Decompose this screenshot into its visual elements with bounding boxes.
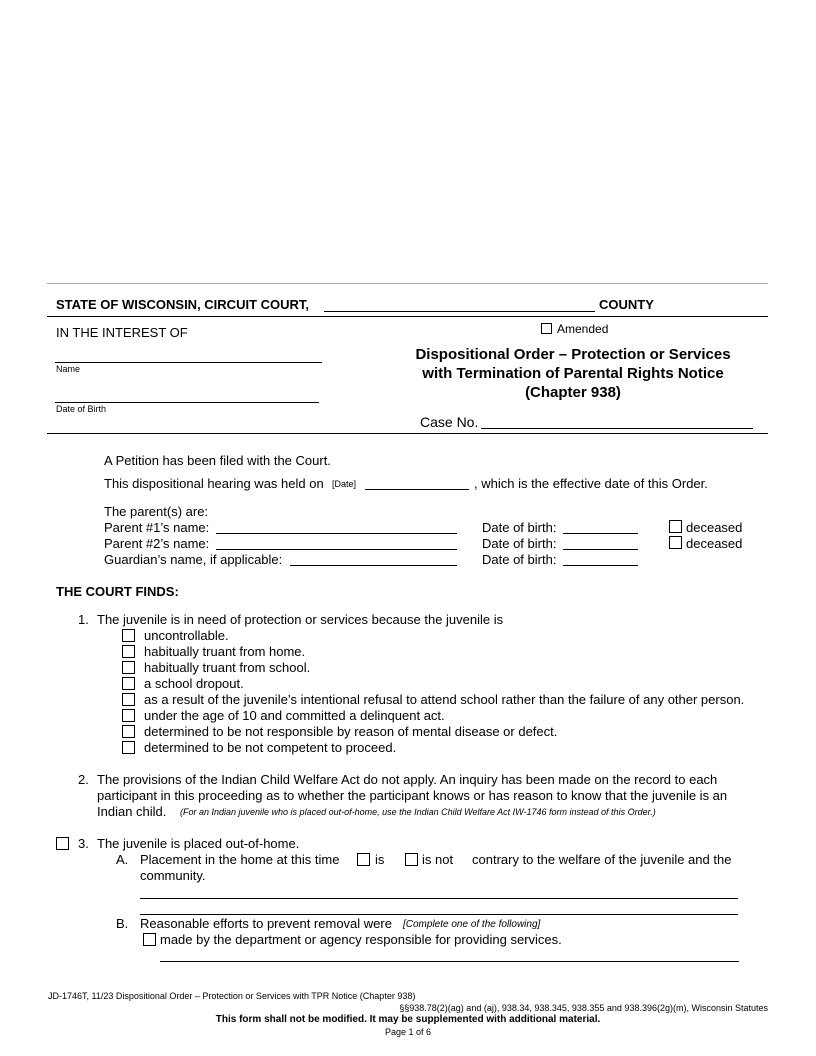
parent1-dob-field[interactable] [563,533,638,534]
form-title-line3: (Chapter 938) [525,384,621,401]
option-label: determined to be not responsible by reason of mental disease or defect. [144,724,558,739]
item3a-tail2: community. [140,868,206,883]
option-checkbox[interactable] [122,709,135,722]
parent1-field[interactable] [216,533,457,534]
parent2-field[interactable] [216,549,457,550]
item3b-note: [Complete one of the following] [403,919,541,930]
item3a-line2[interactable] [140,914,738,915]
form-title-line1: Dispositional Order – Protection or Services [415,346,731,363]
item3a-is-label: is [375,852,385,867]
petition-text: A Petition has been filed with the Court. [104,453,331,468]
case-no-label: Case No. [420,414,479,430]
option-checkbox[interactable] [122,629,135,642]
item3b-opt1-label: made by the department or agency responsible for providing services. [160,932,562,947]
modification-notice: This form shall not be modified. It may be supplemented with additional material. [215,1014,601,1025]
item1-text: The juvenile is in need of protection or services because the juvenile is [97,612,504,627]
header-bottom-rule [47,433,768,434]
dob-label: Date of Birth [56,404,107,414]
item2-line2: participant in this proceeding as to whether the participant knows or has reason to know that the juvenile is an [97,788,728,803]
amended-label: Amended [557,322,609,336]
parent2-deceased-checkbox[interactable] [669,536,682,549]
item3b-opt1-checkbox[interactable] [143,933,156,946]
option-label: under the age of 10 and committed a delinquent act. [144,708,445,723]
guardian-dob-field[interactable] [563,565,638,566]
parent2-label: Parent #2’s name: [104,536,210,551]
item3a-tail: contrary to the welfare of the juvenile and the [472,852,732,867]
item3-text: The juvenile is placed out-of-home. [97,836,300,851]
item3a-isnot-checkbox[interactable] [405,853,418,866]
page-number: Page 1 of 6 [384,1027,432,1037]
item2-number: 2. [78,772,89,787]
item3a-letter: A. [116,852,129,867]
option-checkbox[interactable] [122,645,135,658]
interest-of-label: IN THE INTEREST OF [56,325,188,340]
hearing-suffix: , which is the effective date of this Order. [474,476,708,491]
parent1-label: Parent #1’s name: [104,520,210,535]
option-label: determined to be not competent to proceed. [144,740,397,755]
state-court-label: STATE OF WISCONSIN, CIRCUIT COURT, [56,297,310,312]
name-field[interactable] [55,362,322,363]
case-no-field[interactable] [481,428,753,429]
item3a-text: Placement in the home at this time [140,852,340,867]
county-label: COUNTY [599,297,654,312]
parent1-deceased-label: deceased [686,520,743,535]
item3a-line1[interactable] [140,898,738,899]
header-rule [47,316,768,317]
parent2-dob-field[interactable] [563,549,638,550]
amended-checkbox[interactable] [541,323,552,334]
item3b-text: Reasonable efforts to prevent removal were [140,916,392,931]
statutes: §§938.78(2)(ag) and (aj), 938.34, 938.345, 938.355 and 938.396(2g)(m), Wisconsin Statutes [399,1003,768,1013]
county-field[interactable] [324,311,595,312]
item2-line3: Indian child. [97,804,167,819]
item3a-isnot-label: is not [422,852,454,867]
top-rule [47,283,768,284]
item3b-letter: B. [116,916,129,931]
parent1-dob-label: Date of birth: [482,520,557,535]
form-title-line2: with Termination of Parental Rights Notice [422,365,724,382]
option-checkbox[interactable] [122,741,135,754]
item2-note: (For an Indian juvenile who is placed out-of-home, use the Indian Child Welfare Act IW-1746 form instead of this Order.) [180,807,656,817]
option-label: habitually truant from home. [144,644,306,659]
option-label: as a result of the juvenile’s intentional refusal to attend school rather than the failure of any other person. [144,692,745,707]
court-finds-heading: THE COURT FINDS: [56,584,179,599]
option-checkbox[interactable] [122,725,135,738]
dob-field[interactable] [55,402,319,403]
hearing-date-field[interactable] [365,489,469,490]
option-checkbox[interactable] [122,677,135,690]
option-label: a school dropout. [144,676,244,691]
option-checkbox[interactable] [122,661,135,674]
parents-are-label: The parent(s) are: [104,504,209,519]
item3a-is-checkbox[interactable] [357,853,370,866]
parent2-dob-label: Date of birth: [482,536,557,551]
guardian-field[interactable] [290,565,457,566]
item3b-line[interactable] [160,961,739,962]
item3-number: 3. [78,836,89,851]
name-label: Name [56,364,81,374]
item3-checkbox[interactable] [56,837,69,850]
guardian-label: Guardian’s name, if applicable: [104,552,283,567]
form-id: JD-1746T, 11/23 Dispositional Order – Protection or Services with TPR Notice (Chapter 938) [48,991,416,1001]
hearing-date-tag: [Date] [332,479,357,489]
item2-line1: The provisions of the Indian Child Welfare Act do not apply. An inquiry has been made on the record to each [97,772,718,787]
parent1-deceased-checkbox[interactable] [669,520,682,533]
option-label: uncontrollable. [144,628,229,643]
option-label: habitually truant from school. [144,660,311,675]
guardian-dob-label: Date of birth: [482,552,557,567]
hearing-prefix: This dispositional hearing was held on [104,476,324,491]
option-checkbox[interactable] [122,693,135,706]
item1-number: 1. [78,612,89,627]
parent2-deceased-label: deceased [686,536,743,551]
